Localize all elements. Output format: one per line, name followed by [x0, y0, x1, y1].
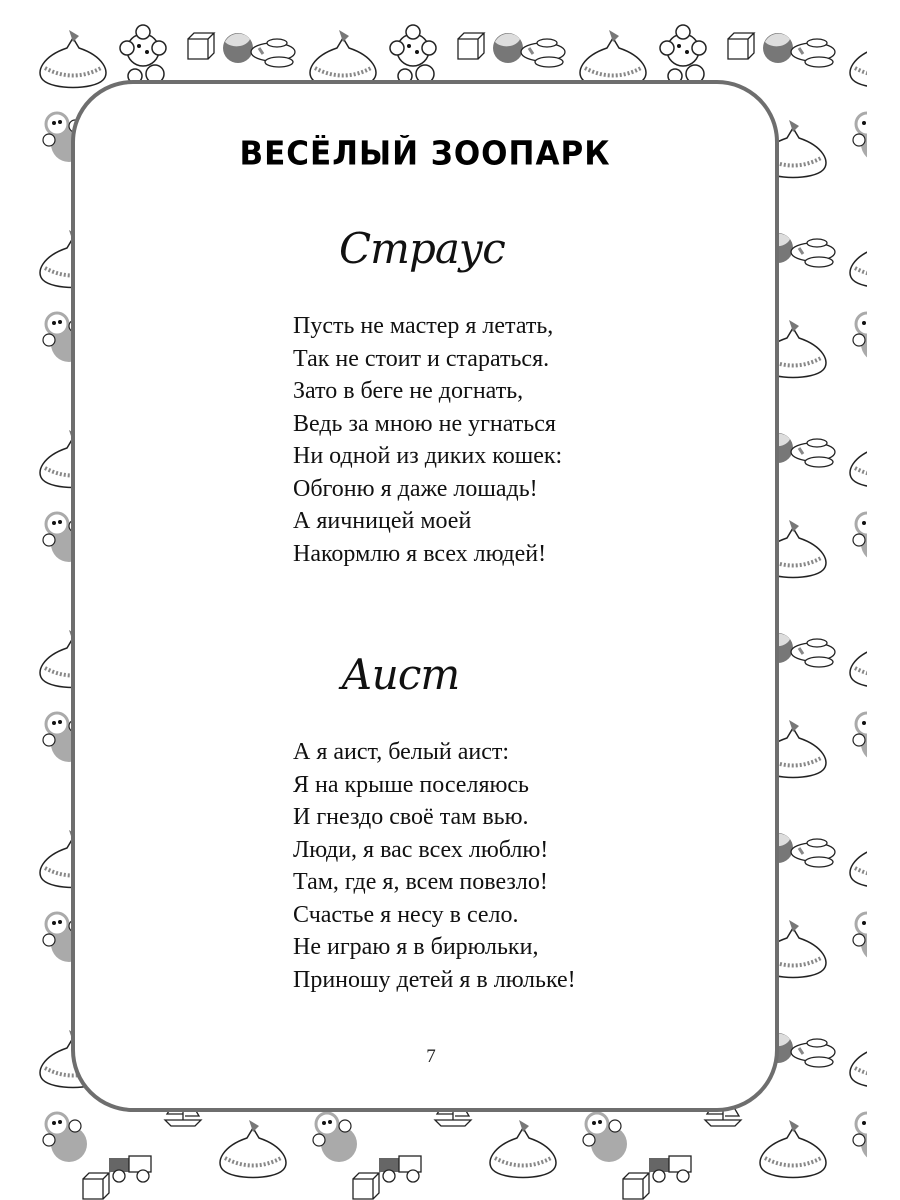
poem-line: Обгоню я даже лошадь!	[293, 475, 538, 502]
poem-line: Так не стоит и стараться.	[293, 345, 550, 372]
poem-ostrich	[293, 310, 562, 570]
poem-line: Накормлю я всех людей!	[293, 540, 547, 567]
poem-line: Счастье я несу в село.	[293, 901, 519, 928]
poem-line: А я аист, белый аист:	[293, 739, 509, 765]
poem-line: Ни одной из диких кошек:	[293, 443, 563, 469]
poem-line: Люди, я вас всех люблю!	[293, 836, 549, 863]
poem-line: Зато в беге не догнать,	[293, 378, 524, 404]
poem-line: Ведь за мною не угнаться	[293, 410, 556, 437]
poem-line: Я на крыше поселяюсь	[293, 771, 530, 798]
poem-stork	[293, 736, 576, 996]
poem-title-ostrich: Страус	[339, 224, 505, 273]
poem-line: А яичницей моей	[293, 508, 472, 534]
poem-line: Там, где я, всем повезло!	[293, 869, 548, 895]
content-panel	[71, 80, 779, 1112]
poem-title-stork: Аист	[341, 650, 460, 699]
page-number: 7	[426, 1046, 436, 1067]
poem-line: Не играю я в бирюльки,	[293, 934, 539, 960]
poem-line: И гнездо своё там вью.	[293, 804, 529, 830]
page-title: ВЕСЁЛЫЙ ЗООПАРК	[239, 135, 611, 173]
poem-line: Пусть не мастер я летать,	[293, 313, 554, 339]
poem-line: Приношу детей я в люльке!	[293, 966, 576, 993]
